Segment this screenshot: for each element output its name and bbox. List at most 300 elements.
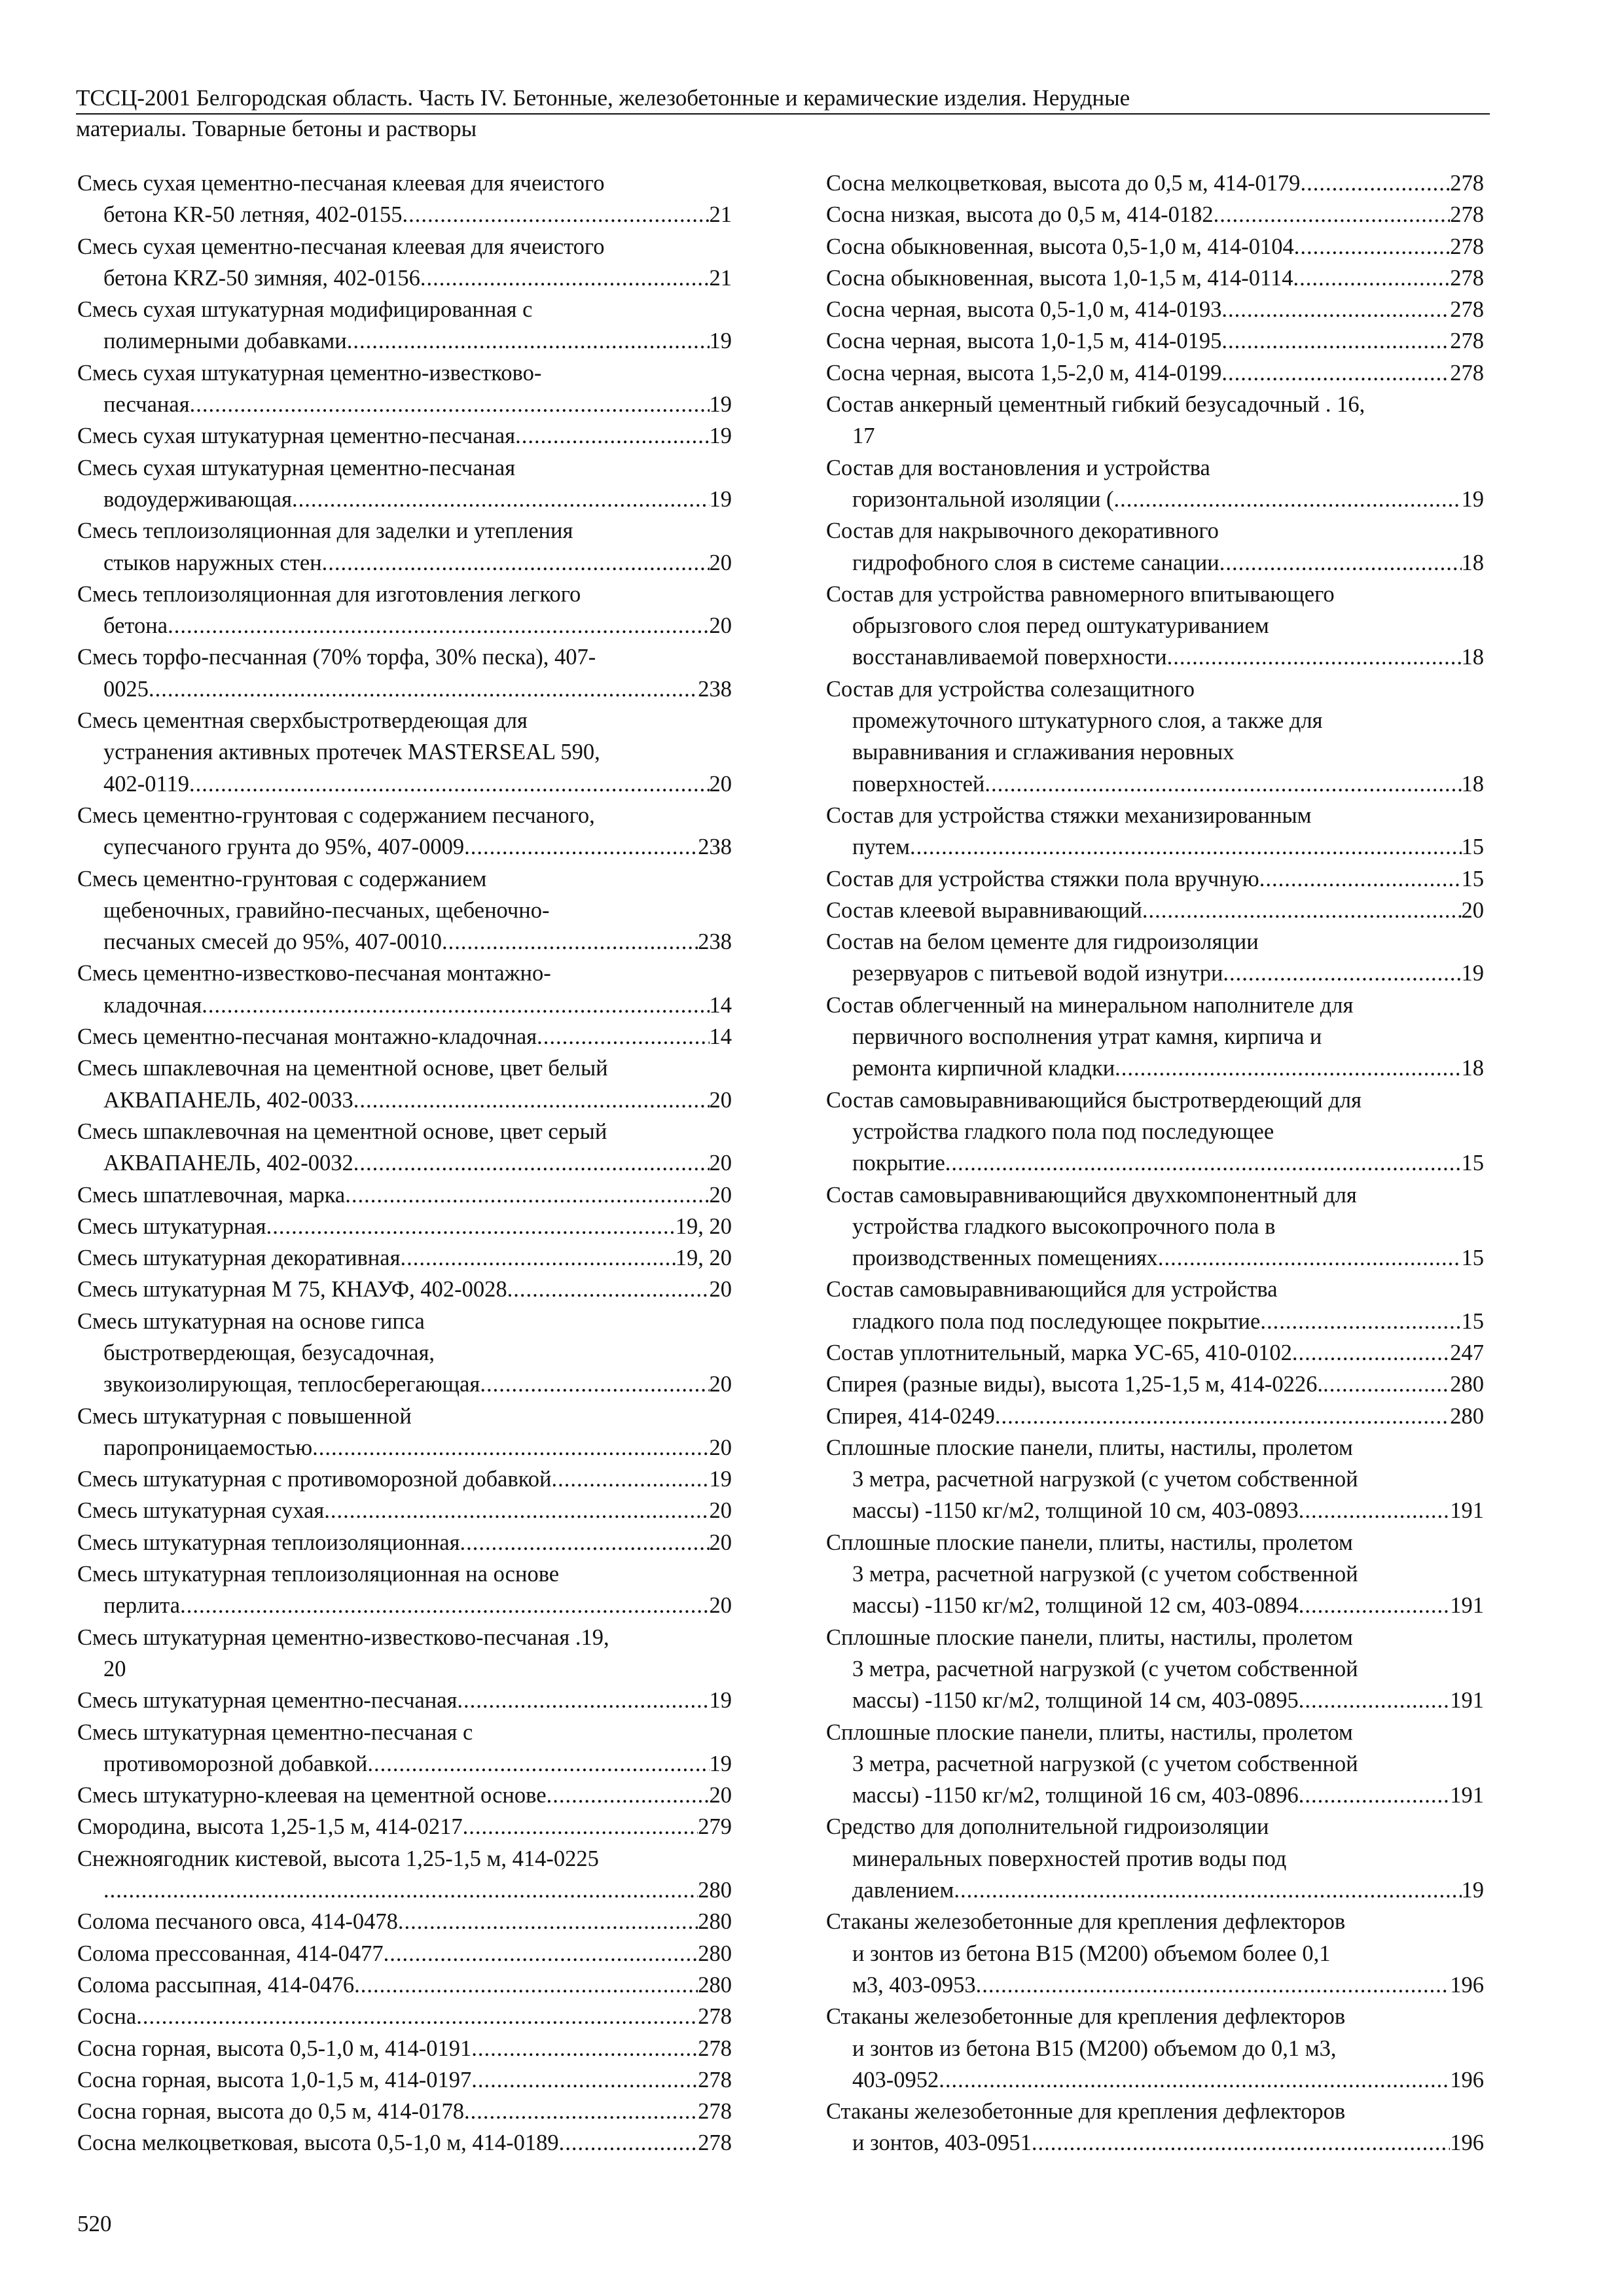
index-entry-page: 196 [1450, 2067, 1484, 2092]
index-entry-page: 15 [1461, 1246, 1484, 1271]
index-entry-page: 19 [709, 1751, 732, 1776]
dot-leader [1260, 1306, 1461, 1337]
dot-leader [312, 1432, 709, 1463]
index-entry-line: Смесь штукатурная цементно-известково-песчаная .19, [77, 1624, 609, 1650]
index-entry-leader-line [826, 2064, 1484, 2096]
index-entry [826, 2096, 1484, 2159]
index-entry-text: Спирея (разные виды), высота 1,25-1,5 м, 414-0226. [826, 1372, 1324, 1397]
index-entry-page: 278 [698, 2004, 732, 2030]
dot-leader [322, 547, 710, 579]
index-entry-page: 280 [698, 1909, 732, 1935]
index-entry-leader-line [826, 357, 1484, 389]
index-entry-leader-line [826, 1337, 1484, 1369]
index-entry [826, 1179, 1484, 1274]
index-entry [77, 1274, 732, 1305]
index-entry [826, 262, 1484, 294]
index-entry-text: массы) -1150 кг/м2, толщиной 14 см, 403-0895 [852, 1688, 1299, 1713]
index-entry-leader-line [826, 1306, 1484, 1337]
index-entry-page: 19 [709, 329, 732, 354]
index-entry-line: первичного восполнения утрат камня, кирпича и [852, 1024, 1322, 1050]
index-entry-page: 20 [709, 1087, 732, 1113]
index-entry-text: Смесь сухая штукатурная цементно-песчаная [77, 423, 516, 449]
index-entry-leader-line [826, 641, 1484, 673]
index-entry-text: ремонта кирпичной кладки [852, 1056, 1115, 1081]
index-entry-line: Состав для накрывочного декоративного [826, 518, 1219, 544]
index-entry-text: Смесь штукатурная декоративная [77, 1246, 401, 1271]
index-entry-leader-line [826, 231, 1484, 262]
index-entry-line: Смесь цементно-грунтовая с содержанием песчаного, [77, 802, 595, 828]
index-entry-line: Смесь шпаклевочная на цементной основе, цвет серый [77, 1119, 607, 1144]
dot-leader [1221, 325, 1450, 357]
index-entry-line: Состав самовыравнивающийся быстротвердеющий для [826, 1087, 1362, 1113]
index-entry-text: противоморозной добавкой [103, 1751, 368, 1776]
index-entry [826, 1432, 1484, 1527]
index-entry-line: Состав анкерный цементный гибкий безусадочный . 16, [826, 392, 1365, 418]
dot-leader [1114, 484, 1462, 515]
index-entry [826, 1622, 1484, 1717]
index-entry-page: 280 [698, 1972, 732, 1998]
index-entry-text: Сосна горная, высота 1,0-1,5 м, 414-0197 [77, 2067, 472, 2092]
index-entry-line: Смесь сухая штукатурная модифицированная с [77, 297, 533, 323]
dot-leader [202, 990, 709, 1021]
index-entry [77, 515, 732, 579]
index-entry-line: Смесь штукатурная теплоизоляционная на основе [77, 1562, 560, 1587]
index-entry-page: 278 [698, 2067, 732, 2092]
dot-leader [136, 2001, 698, 2032]
index-entry-line: Средство для дополнительной гидроизоляции [826, 1814, 1269, 1840]
index-entry-text: Смесь шпатлевочная, марка [77, 1182, 346, 1208]
index-entry-text: Смесь штукатурная теплоизоляционная [77, 1530, 460, 1555]
dot-leader [1032, 2127, 1450, 2159]
page-number: 520 [77, 2211, 112, 2236]
index-entry-text: восстанавливаемой поверхности [852, 645, 1167, 670]
index-entry-page: 20 [709, 771, 732, 797]
dot-leader [910, 831, 1462, 863]
index-entry-text: путем [852, 834, 910, 860]
index-entry-leader-line [826, 1590, 1484, 1621]
dot-leader [168, 610, 709, 641]
index-entry-text: Сосна мелкоцветковая, высота 0,5-1,0 м, 414-0189 [77, 2130, 559, 2156]
index-entry [826, 357, 1484, 389]
dot-leader [367, 1748, 709, 1780]
index-entry-line: Смесь штукатурная цементно-песчаная с [77, 1719, 473, 1745]
index-entry-line: устройства гладкого высокопрочного пола в [852, 1213, 1276, 1239]
index-entry [77, 294, 732, 357]
dot-leader [945, 1147, 1462, 1179]
index-entry-page: 191 [1450, 1593, 1484, 1619]
index-entry-line: выравнивания и сглаживания неровных [852, 740, 1235, 765]
index-entry-leader-line [77, 1527, 732, 1558]
index-entry-text: Спирея, 414-0249 [826, 1403, 995, 1429]
index-entry-page: 20 [709, 1783, 732, 1808]
index-entry [77, 357, 732, 421]
index-entry-line: промежуточного штукатурного слоя, а также для [852, 708, 1323, 734]
index-entry-page: 278 [698, 2130, 732, 2156]
dot-leader [420, 262, 710, 294]
index-entry-line: Состав для устройства равномерного впитывающего [826, 581, 1335, 607]
index-entry [826, 515, 1484, 579]
index-entry-line: Сплошные плоские панели, плиты, настилы, пролетом [826, 1435, 1353, 1460]
index-entry-text: Смесь штукатурная М 75, КНАУФ, 402-0028 [77, 1277, 507, 1302]
index-entry-line: Стаканы железобетонные для крепления дефлекторов [826, 2099, 1346, 2125]
index-entry-text: 402-0119 [103, 771, 189, 797]
index-entry-text: Смесь штукатурно-клеевая на цементной основе [77, 1783, 547, 1808]
index-entry-leader-line [77, 1085, 732, 1116]
index-entry-text: Сосна горная, высота 0,5-1,0 м, 414-0191 [77, 2036, 472, 2061]
dot-leader [347, 325, 710, 357]
dot-leader [1292, 1337, 1450, 1369]
index-entry [77, 1052, 732, 1116]
index-entry-leader-line [77, 420, 732, 452]
index-entry [826, 673, 1484, 800]
index-entry-text: Сосна черная, высота 1,0-1,5 м, 414-0195 [826, 329, 1222, 354]
index-entry-line: 3 метра, расчетной нагрузкой (с учетом собственной [852, 1467, 1358, 1492]
index-entry-page: 280 [1450, 1372, 1484, 1397]
index-entry-line: устранения активных протечек MASTERSEAL 590, [103, 740, 600, 765]
index-entry-leader-line [826, 547, 1484, 579]
index-entry-page: 18 [1461, 771, 1484, 797]
index-entry-text: Сосна [77, 2004, 137, 2030]
dot-leader [1299, 1590, 1451, 1621]
index-entry-page: 19 [1461, 1878, 1484, 1903]
index-entry-line: Состав облегченный на минеральном наполнителе для [826, 992, 1354, 1018]
index-entry-text: гладкого пола под последующее покрытие [852, 1308, 1261, 1334]
index-entry [77, 2001, 732, 2032]
index-entry-text: Сосна черная, высота 1,5-2,0 м, 414-0199 [826, 360, 1222, 386]
index-entry-page: 20 [709, 1530, 732, 1555]
dot-leader [1221, 357, 1450, 389]
index-entry-text: звукоизолирующая, теплосберегающая [103, 1372, 480, 1397]
index-entry-text: гидрофобного слоя в системе санации [852, 550, 1219, 575]
index-entry [77, 705, 732, 800]
index-entry [826, 990, 1484, 1085]
index-entry-leader-line [826, 768, 1484, 800]
index-entry [826, 800, 1484, 863]
dot-leader [463, 1811, 698, 1842]
index-entry-page: 20 [709, 1277, 732, 1302]
index-entry-line: и зонтов из бетона В15 (М200) объемом более 0,1 [852, 1941, 1331, 1966]
index-entry [77, 452, 732, 516]
index-entry-page: 279 [698, 1814, 732, 1840]
index-entry-page: 21 [709, 265, 732, 291]
index-entry-page: 191 [1450, 1783, 1484, 1808]
index-entry-line: Состав самовыравнивающийся двухкомпонентный для [826, 1182, 1357, 1208]
index-entry-line: Смесь цементно-известково-песчаная монтажно- [77, 961, 551, 986]
index-entry-text: Солома песчаного овса, 414-0478 [77, 1909, 398, 1935]
index-entry [826, 1717, 1484, 1812]
index-entry [826, 1337, 1484, 1369]
dot-leader [1293, 262, 1450, 294]
index-entry-text: Состав клеевой выравнивающий [826, 897, 1142, 923]
index-entry-page: 20 [709, 550, 732, 575]
index-entry [826, 926, 1484, 990]
index-entry-text: Солома рассыпная, 414-0476 [77, 1972, 355, 1998]
index-entry-page: 21 [709, 202, 732, 228]
index-entry-page: 278 [1450, 297, 1484, 323]
index-entry-line: Смесь сухая цементно-песчаная клеевая для ячеистого [77, 234, 605, 259]
dot-leader [324, 1495, 709, 1526]
dot-leader [552, 1463, 710, 1495]
dot-leader [471, 2033, 698, 2064]
index-entry-page: 20 [709, 1435, 732, 1460]
index-entry-page: 20 [709, 613, 732, 639]
index-entry-page: 18 [1461, 645, 1484, 670]
index-entry [826, 168, 1484, 199]
index-entry-page: 196 [1450, 1972, 1484, 1998]
dot-leader [180, 1590, 709, 1621]
index-entry-text: Смесь штукатурная [77, 1213, 266, 1239]
index-entry-leader-line [826, 1874, 1484, 1906]
dot-leader [1214, 199, 1451, 230]
index-entry-page: 19 [1461, 486, 1484, 512]
index-entry-leader-line [77, 831, 732, 863]
index-entry [77, 2096, 732, 2127]
index-entry [77, 1527, 732, 1558]
index-entry-text: Смородина, высота 1,25-1,5 м, 414-0217 [77, 1814, 463, 1840]
index-entry [77, 420, 732, 452]
index-entry-leader-line [77, 1274, 732, 1305]
dot-leader [460, 1527, 710, 1558]
index-entry [826, 1369, 1484, 1400]
dot-leader [345, 1179, 709, 1211]
index-entry-leader-line [826, 958, 1484, 989]
dot-leader [1158, 1242, 1462, 1274]
index-entry [77, 1685, 732, 1716]
index-entry [826, 895, 1484, 926]
index-entry-line: обрызгового слоя перед оштукатуриванием [852, 613, 1269, 639]
index-entry-line: щебеночных, гравийно-песчаных, щебеночно- [103, 897, 550, 923]
dot-leader [1142, 895, 1462, 926]
dot-leader [1219, 547, 1462, 579]
dot-leader [464, 831, 698, 863]
dot-leader [547, 1780, 710, 1811]
index-entry-leader-line [77, 1874, 732, 1906]
index-entry-text: Сосна черная, высота 0,5-1,0 м, 414-0193 [826, 297, 1222, 323]
index-entry-page: 14 [709, 1024, 732, 1050]
dot-leader [384, 1938, 698, 1969]
index-entry-text: 0025 [103, 676, 149, 702]
index-entry-page: 19 [1461, 961, 1484, 986]
dot-leader [1259, 863, 1462, 895]
dot-leader [537, 1021, 709, 1052]
dot-leader [1300, 168, 1450, 199]
index-entry-leader-line [826, 325, 1484, 357]
index-entry-page: 247 [1450, 1340, 1484, 1365]
index-entry [826, 1085, 1484, 1179]
index-entry-page: 19, 20 [675, 1213, 732, 1239]
index-entry-leader-line [77, 2033, 732, 2064]
index-column-left [77, 168, 732, 2159]
index-entry [77, 958, 732, 1021]
index-entry-line: Смесь штукатурная на основе гипса [77, 1308, 425, 1334]
index-entry-leader-line [826, 1495, 1484, 1526]
index-entry-page: 238 [698, 834, 732, 860]
index-entry-text: песчаная [103, 392, 190, 418]
index-entry-page: 280 [698, 1878, 732, 1903]
index-entry-page: 278 [698, 2036, 732, 2061]
dot-leader [353, 1147, 710, 1179]
dot-leader [400, 1242, 675, 1274]
index-entry-leader-line [826, 1780, 1484, 1811]
index-entry [77, 1938, 732, 1969]
index-entry-leader-line [77, 1685, 732, 1716]
index-entry-line: Смесь теплоизоляционная для заделки и утепления [77, 518, 573, 544]
index-entry-leader-line [77, 2096, 732, 2127]
index-entry-page: 19 [709, 423, 732, 449]
index-entry-line: Стаканы железобетонные для крепления дефлекторов [826, 2004, 1346, 2030]
index-entry [826, 199, 1484, 230]
index-entry [77, 1495, 732, 1526]
index-entry-leader-line [826, 1242, 1484, 1274]
index-entry-leader-line [77, 1969, 732, 2001]
index-entry-line: быстротвердеющая, безусадочная, [103, 1340, 435, 1365]
index-entry-leader-line [77, 1369, 732, 1400]
dot-leader [559, 2127, 698, 2159]
index-entry [77, 1558, 732, 1622]
index-entry [77, 1401, 732, 1464]
index-entry-leader-line [77, 547, 732, 579]
index-entry [77, 641, 732, 705]
index-entry-leader-line [77, 2064, 732, 2096]
dot-leader [984, 768, 1461, 800]
index-entry [826, 325, 1484, 357]
index-entry [77, 579, 732, 642]
index-entry-page: 19 [709, 392, 732, 418]
index-entry-page: 196 [1450, 2130, 1484, 2156]
index-entry-line: Состав для устройства солезащитного [826, 676, 1195, 702]
dot-leader [149, 673, 698, 705]
index-entry-text: АКВАПАНЕЛЬ, 402-0033 [103, 1087, 353, 1113]
index-entry-text: перлита [103, 1593, 181, 1619]
index-entry-page: 278 [1450, 171, 1484, 196]
index-entry-line: Сплошные плоские панели, плиты, настилы, пролетом [826, 1719, 1353, 1745]
dot-leader [103, 1874, 698, 1906]
index-entry-page: 14 [709, 992, 732, 1018]
index-entry [77, 1211, 732, 1242]
index-entry [77, 2127, 732, 2159]
index-entry-line: Смесь штукатурная с повышенной [77, 1403, 412, 1429]
index-entry-page: 278 [1450, 329, 1484, 354]
index-entry-leader-line [77, 1179, 732, 1211]
dot-leader [1323, 1369, 1450, 1400]
index-entry-text: Состав для устройства стяжки пола вручную [826, 866, 1259, 891]
dot-leader [464, 2096, 698, 2127]
index-entry-page: 20 [709, 1593, 732, 1619]
dot-leader [976, 1969, 1451, 2001]
dot-leader [1221, 294, 1450, 325]
index-entry-leader-line [77, 1432, 732, 1463]
index-entry [77, 1242, 732, 1274]
index-entry [77, 1717, 732, 1780]
index-entry-page: 19, 20 [675, 1246, 732, 1271]
index-entry-line: Снежноягодник кистевой, высота 1,25-1,5 м, 414-0225 [77, 1846, 599, 1871]
index-entry-line: Смесь сухая штукатурная цементно-песчаная [77, 455, 516, 480]
index-entry-text: песчаных смесей до 95%, 407-0010 [103, 929, 442, 955]
index-entry-page: 18 [1461, 550, 1484, 575]
index-entry-leader-line [77, 1495, 732, 1526]
index-entry-line: 3 метра, расчетной нагрузкой (с учетом собственной [852, 1656, 1358, 1681]
index-entry-page: 238 [698, 929, 732, 955]
index-entry-text: полимерными добавками [103, 329, 347, 354]
index-entry-page: 278 [1450, 360, 1484, 386]
dot-leader [1299, 1495, 1451, 1526]
index-entry-page: 18 [1461, 1056, 1484, 1081]
index-entry-leader-line [77, 2127, 732, 2159]
index-entry-line: Смесь теплоизоляционная для изготовления легкого [77, 581, 581, 607]
index-entry [826, 1906, 1484, 2001]
index-entry-text: Смесь штукатурная с противоморозной добавкой [77, 1467, 552, 1492]
index-entry [77, 1116, 732, 1179]
index-entry-leader-line [826, 2127, 1484, 2159]
index-entry-leader-line [77, 1463, 732, 1495]
dot-leader [266, 1211, 676, 1242]
index-entry-leader-line [77, 926, 732, 958]
index-entry-leader-line [77, 1147, 732, 1179]
index-entry-line: 3 метра, расчетной нагрузкой (с учетом собственной [852, 1562, 1358, 1587]
index-entry-text: поверхностей [852, 771, 985, 797]
index-entry-page: 278 [698, 2099, 732, 2125]
index-entry-line: Стаканы железобетонные для крепления дефлекторов [826, 1909, 1346, 1935]
index-entry-text: покрытие [852, 1151, 945, 1176]
index-entry-page: 278 [1450, 234, 1484, 259]
index-entry [77, 1463, 732, 1495]
index-entry-leader-line [77, 1906, 732, 1937]
index-entry-line: Смесь сухая цементно-песчаная клеевая для ячеистого [77, 171, 605, 196]
index-entry-leader-line [77, 768, 732, 800]
dot-leader [507, 1274, 710, 1305]
index-entry-page: 20 [709, 1151, 732, 1176]
index-entry-page: 15 [1461, 1151, 1484, 1176]
index-entry-text: бетона [103, 613, 168, 639]
dot-leader [471, 2064, 698, 2096]
index-entry-text: м3, 403-0953 [852, 1972, 976, 1998]
dot-leader [995, 1401, 1450, 1432]
index-column-right [826, 168, 1484, 2159]
index-entry-page: 15 [1461, 834, 1484, 860]
index-entry [77, 1811, 732, 1842]
index-entry-leader-line [77, 1590, 732, 1621]
index-entry-line: Смесь шпаклевочная на цементной основе, цвет белый [77, 1056, 608, 1081]
index-entry [826, 863, 1484, 895]
dot-leader [353, 1085, 710, 1116]
index-entry-text: массы) -1150 кг/м2, толщиной 10 см, 403-0893 [852, 1498, 1299, 1524]
index-entry [77, 1906, 732, 1937]
index-entry-leader-line [77, 199, 732, 230]
index-entry-leader-line [826, 1369, 1484, 1400]
index-entry-leader-line [77, 1211, 732, 1242]
index-entry-line: Состав для востановления и устройства [826, 455, 1210, 480]
index-entry [826, 2001, 1484, 2096]
index-entry-text: Солома прессованная, 414-0477 [77, 1941, 384, 1966]
index-entry-page: 238 [698, 676, 732, 702]
index-entry-line: 3 метра, расчетной нагрузкой (с учетом собственной [852, 1751, 1358, 1776]
index-entry-page: 278 [1450, 265, 1484, 291]
index-entry-leader-line [826, 1052, 1484, 1084]
index-entry-page: 278 [1450, 202, 1484, 228]
index-entry [77, 863, 732, 958]
index-entry [77, 2033, 732, 2064]
index-entry-page: 19 [709, 1467, 732, 1492]
header-line-2: материалы. Товарные бетоны и растворы [76, 116, 477, 141]
index-entry-page: 20 [709, 1182, 732, 1208]
dot-leader [354, 1969, 698, 2001]
index-entry [77, 1622, 732, 1685]
dot-leader [515, 420, 709, 452]
dot-leader [403, 199, 710, 230]
dot-leader [189, 768, 710, 800]
index-entry-leader-line [77, 262, 732, 294]
index-entry-page: 15 [1461, 866, 1484, 891]
